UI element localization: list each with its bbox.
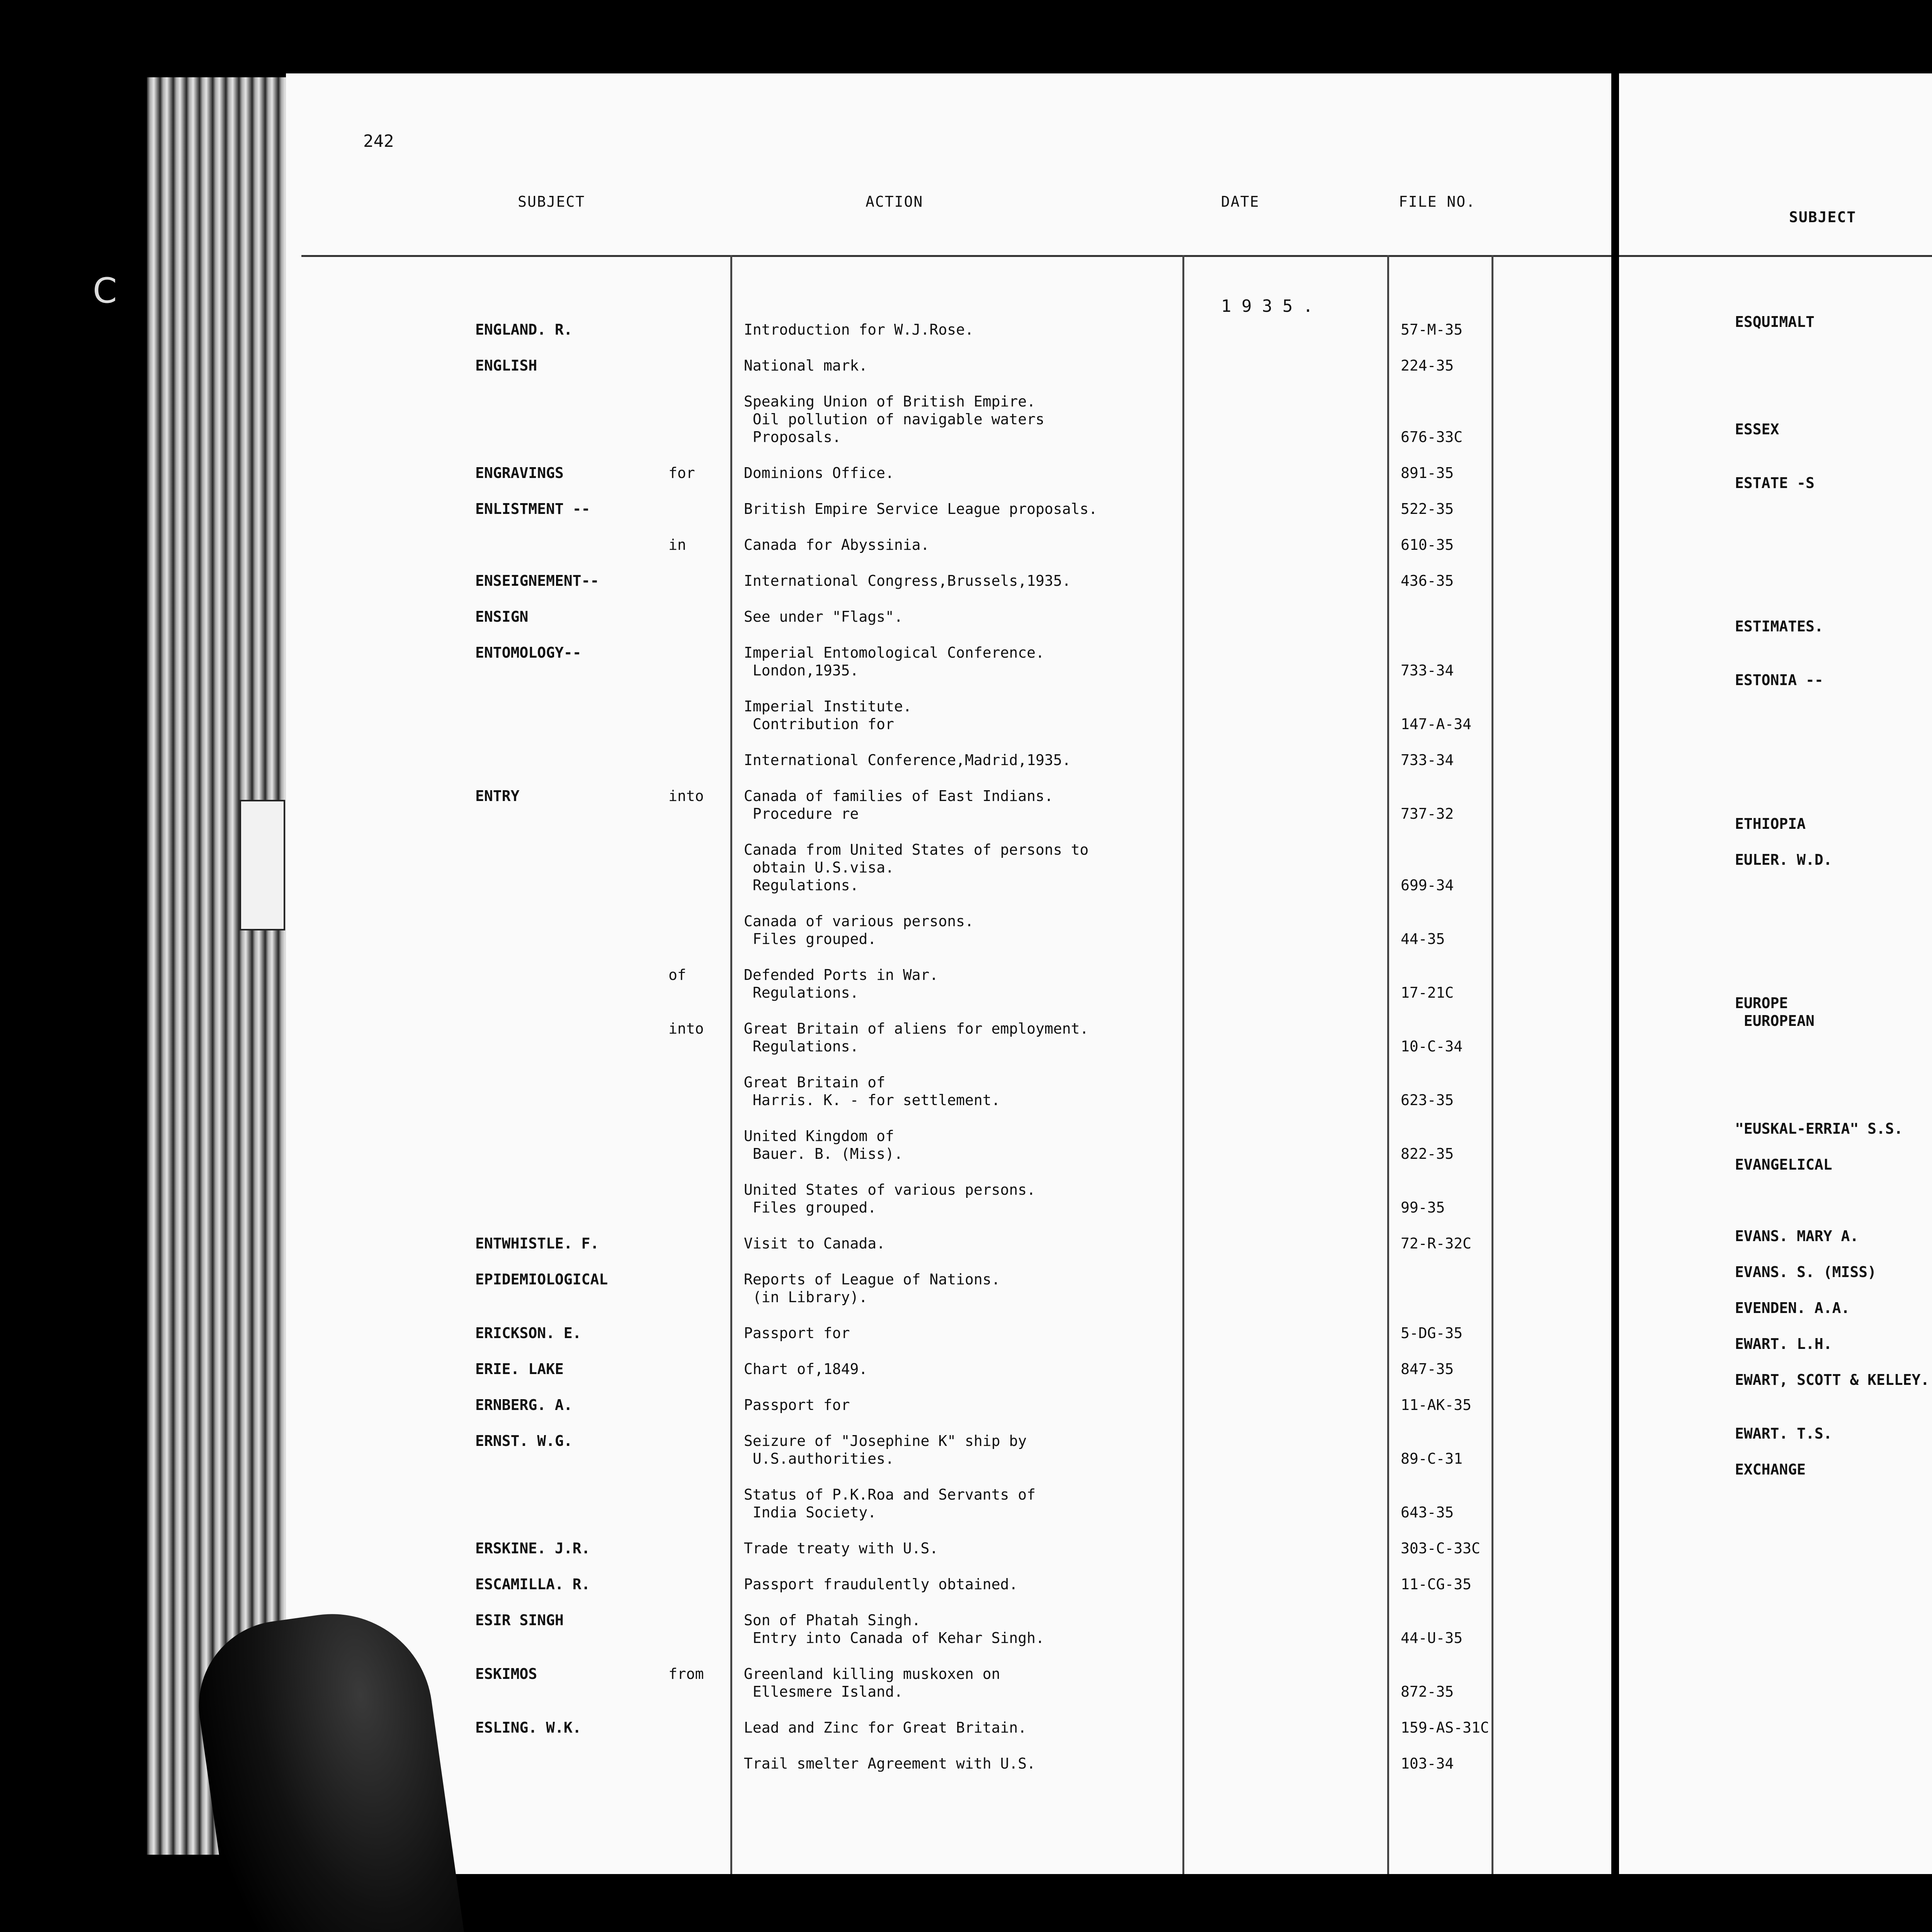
- entry-action: Dominions Office.: [744, 464, 894, 481]
- entry-subject: EVANS. S. (MISS): [1735, 1264, 1877, 1281]
- entry-action: Visit to Canada.: [744, 1235, 886, 1252]
- entry-file: 72-R-32C: [1401, 1235, 1472, 1252]
- entry-action: Canada of families of East Indians. Procedure re: [744, 787, 1053, 822]
- entry-subject: EUROPE EUROPEAN: [1735, 995, 1815, 1029]
- entry-action: Reports of League of Nations. (in Library).: [744, 1271, 1000, 1306]
- entry-subject: EWART. L.H.: [1735, 1335, 1832, 1352]
- entry-subject: EVANGELICAL: [1735, 1156, 1832, 1173]
- header-date: DATE: [1221, 193, 1260, 210]
- entry-subject: ENSIGN: [475, 608, 529, 625]
- entry-action: Greenland killing muskoxen on Ellesmere Island.: [744, 1665, 1000, 1700]
- entry-file: 103-34: [1401, 1755, 1454, 1772]
- entry-subject: ESLING. W.K.: [475, 1719, 582, 1736]
- entry-action: Son of Phatah Singh. Entry into Canada of Kehar Singh.: [744, 1612, 1044, 1646]
- column-divider: [1492, 255, 1493, 1874]
- entry-action: National mark.: [744, 357, 868, 374]
- entry-action: See under "Flags".: [744, 608, 903, 625]
- entry-subject: ESKIMOS: [475, 1665, 537, 1682]
- page-edges: [147, 77, 286, 1855]
- entry-action: British Empire Service League proposals.: [744, 500, 1098, 517]
- entry-file: 89-C-31: [1401, 1450, 1463, 1467]
- entry-action: Imperial Institute. Contribution for: [744, 698, 912, 733]
- entry-qualifier: into: [668, 787, 704, 804]
- entry-file: 224-35: [1401, 357, 1454, 374]
- entry-subject: ENGRAVINGS: [475, 464, 564, 481]
- entry-subject: EWART. T.S.: [1735, 1425, 1832, 1442]
- entry-file: 733-34: [1401, 752, 1454, 769]
- entry-action: Lead and Zinc for Great Britain.: [744, 1719, 1027, 1736]
- entry-file: 303-C-33C: [1401, 1540, 1480, 1557]
- entry-subject: ERICKSON. E.: [475, 1325, 582, 1342]
- header-subject: SUBJECT: [518, 193, 585, 210]
- column-divider: [730, 255, 732, 1874]
- entry-action: International Conference,Madrid,1935.: [744, 752, 1071, 769]
- entry-subject: ERNBERG. A.: [475, 1396, 573, 1413]
- entry-action: United States of various persons. Files grouped.: [744, 1181, 1036, 1216]
- edge-glyph: ꓚ: [93, 270, 117, 311]
- entry-action: Introduction for W.J.Rose.: [744, 321, 974, 338]
- entry-subject: ETHIOPIA: [1735, 815, 1806, 832]
- entry-action: Passport for: [744, 1325, 850, 1342]
- year-label: 1 9 3 5 .: [1221, 296, 1313, 316]
- entry-file: 57-M-35: [1401, 321, 1463, 338]
- entry-action: Imperial Entomological Conference. London,1935.: [744, 644, 1044, 679]
- header-rule: [1619, 255, 1932, 257]
- left-page: [286, 73, 1611, 1874]
- entry-file: 822-35: [1401, 1145, 1454, 1162]
- entry-action: Speaking Union of British Empire. Oil pollution of navigable waters Proposals.: [744, 393, 1044, 446]
- entry-file: 11-AK-35: [1401, 1396, 1472, 1413]
- entry-subject: EVANS. MARY A.: [1735, 1228, 1859, 1245]
- entry-subject: ESCAMILLA. R.: [475, 1576, 590, 1593]
- entry-file: 44-U-35: [1401, 1629, 1463, 1646]
- entry-action: Status of P.K.Roa and Servants of India Society.: [744, 1486, 1036, 1521]
- entry-action: Trail smelter Agreement with U.S.: [744, 1755, 1036, 1772]
- entry-qualifier: in: [668, 536, 686, 553]
- entry-file: 44-35: [1401, 930, 1445, 947]
- entry-file: 737-32: [1401, 805, 1454, 822]
- column-divider: [1182, 255, 1184, 1874]
- entry-file: 643-35: [1401, 1504, 1454, 1521]
- entry-file: 10-C-34: [1401, 1038, 1463, 1055]
- entry-subject: EVENDEN. A.A.: [1735, 1299, 1850, 1316]
- page-tab: [240, 800, 285, 930]
- entry-file: 847-35: [1401, 1361, 1454, 1378]
- entry-subject: EWART, SCOTT & KELLEY.: [1735, 1371, 1930, 1388]
- entry-file: 436-35: [1401, 572, 1454, 589]
- entry-subject: ERSKINE. J.R.: [475, 1540, 590, 1557]
- entry-action: Defended Ports in War. Regulations.: [744, 966, 939, 1001]
- entry-subject: ENLISTMENT --: [475, 500, 590, 517]
- entry-file: 522-35: [1401, 500, 1454, 517]
- entry-subject: ERNST. W.G.: [475, 1432, 573, 1449]
- entry-file: 147-A-34: [1401, 716, 1472, 733]
- entry-subject: ESTATE -S: [1735, 474, 1815, 492]
- entry-subject: ESSEX: [1735, 421, 1779, 438]
- entry-action: Passport fraudulently obtained.: [744, 1576, 1018, 1593]
- page-number: 242: [363, 131, 394, 151]
- entry-subject: ERIE. LAKE: [475, 1361, 564, 1378]
- entry-subject: ESQUIMALT: [1735, 313, 1815, 330]
- header-action: ACTION: [866, 193, 923, 210]
- entry-file: 699-34: [1401, 877, 1454, 894]
- entry-subject: ENGLISH: [475, 357, 537, 374]
- entry-file: 610-35: [1401, 536, 1454, 553]
- entry-action: Seizure of "Josephine K" ship by U.S.authorities.: [744, 1432, 1027, 1467]
- entry-file: 623-35: [1401, 1092, 1454, 1109]
- entry-action: Trade treaty with U.S.: [744, 1540, 939, 1557]
- entry-file: 5-DG-35: [1401, 1325, 1463, 1342]
- entry-file: 99-35: [1401, 1199, 1445, 1216]
- entry-qualifier: of: [668, 966, 686, 983]
- header-file-no: FILE NO.: [1399, 193, 1476, 210]
- header-subject: SUBJECT: [1789, 209, 1857, 226]
- entry-action: Canada for Abyssinia.: [744, 536, 930, 553]
- entry-file: 17-21C: [1401, 984, 1454, 1001]
- entry-file: 733-34: [1401, 662, 1454, 679]
- header-rule: [301, 255, 1611, 257]
- entry-file: 891-35: [1401, 464, 1454, 481]
- entry-file: 872-35: [1401, 1683, 1454, 1700]
- entry-action: Passport for: [744, 1396, 850, 1413]
- entry-action: Chart of,1849.: [744, 1361, 868, 1378]
- entry-qualifier: for: [668, 464, 695, 481]
- entry-subject: ENSEIGNEMENT--: [475, 572, 599, 589]
- entry-subject: ENTOMOLOGY--: [475, 644, 582, 661]
- entry-qualifier: into: [668, 1020, 704, 1037]
- entry-qualifier: from: [668, 1665, 704, 1682]
- entry-subject: ESTIMATES.: [1735, 618, 1823, 635]
- entry-file: 159-AS-31C: [1401, 1719, 1489, 1736]
- entry-action: Canada from United States of persons to obtain U.S.visa. Regulations.: [744, 841, 1089, 894]
- right-page: [1619, 73, 1932, 1874]
- entry-subject: ESTONIA --: [1735, 672, 1823, 689]
- entry-action: United Kingdom of Bauer. B. (Miss).: [744, 1128, 903, 1162]
- entry-action: Great Britain of Harris. K. - for settlement.: [744, 1074, 1000, 1109]
- entry-subject: ENGLAND. R.: [475, 321, 573, 338]
- entry-file: 11-CG-35: [1401, 1576, 1472, 1593]
- entry-action: Canada of various persons. Files grouped.: [744, 913, 974, 947]
- entry-subject: EULER. W.D.: [1735, 851, 1832, 868]
- entry-subject: "EUSKAL-ERRIA" S.S.: [1735, 1120, 1903, 1137]
- entry-subject: EXCHANGE: [1735, 1461, 1806, 1478]
- entry-action: Great Britain of aliens for employment. Regulations.: [744, 1020, 1089, 1055]
- entry-file: 676-33C: [1401, 429, 1463, 446]
- entry-subject: EPIDEMIOLOGICAL: [475, 1271, 608, 1288]
- entry-subject: ENTRY: [475, 787, 520, 804]
- entry-subject: ESIR SINGH: [475, 1612, 564, 1629]
- column-divider: [1387, 255, 1389, 1874]
- dark-margin: [0, 0, 147, 1932]
- entry-action: International Congress,Brussels,1935.: [744, 572, 1071, 589]
- entry-subject: ENTWHISTLE. F.: [475, 1235, 599, 1252]
